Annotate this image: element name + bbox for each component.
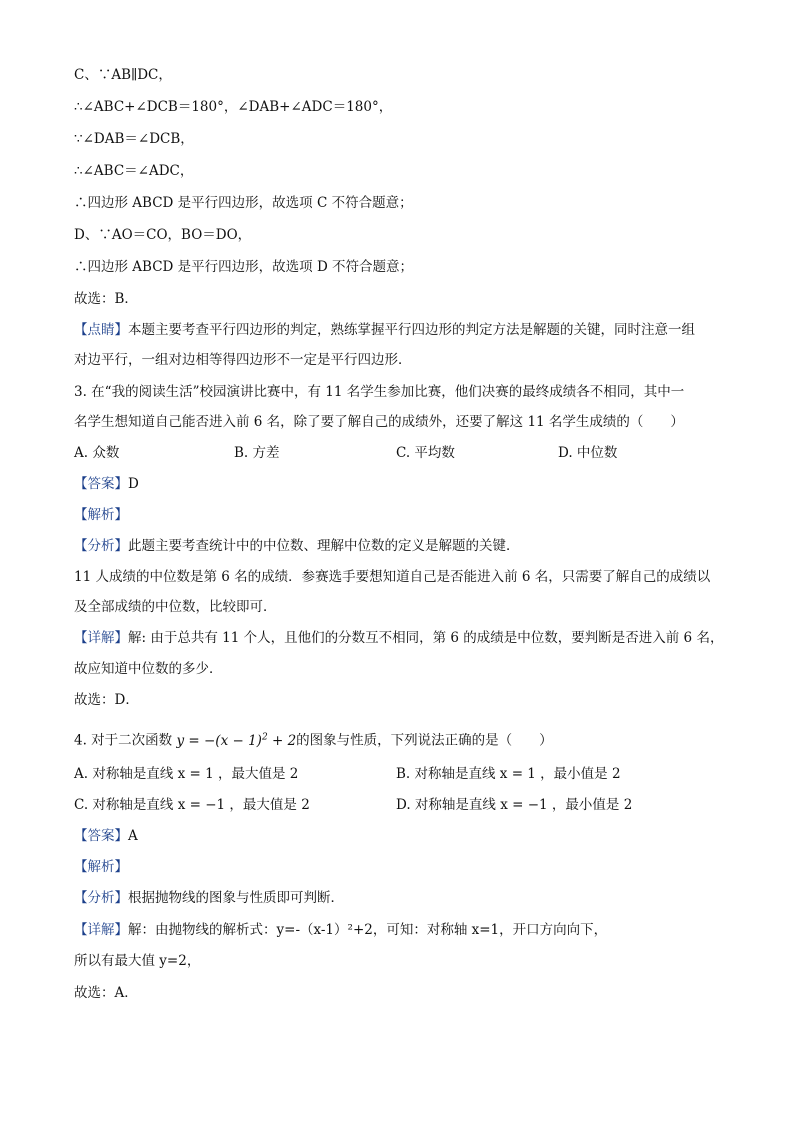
q3-detail-cont: 故应知道中位数的多少． <box>74 661 223 677</box>
q3-explanation-cont: 及全部成绩的中位数，比较即可． <box>74 599 277 615</box>
q4-option-b: B. 对称轴是直线 x = 1 ，最小值是 2 <box>396 766 621 782</box>
proof-line: ∴四边形 ABCD 是平行四边形，故选项 D 不符合题意； <box>74 259 414 275</box>
q4-fenxi <box>74 888 724 908</box>
q4-stem-prefix: 4. 对于二次函数 <box>74 732 173 749</box>
q3-option-a: A. 众数 <box>74 445 120 461</box>
q4-analysis-heading <box>74 857 724 877</box>
q4-option-a: A. 对称轴是直线 x = 1 ，最大值是 2 <box>74 766 299 782</box>
proof-line: ∵∠DAB＝∠DCB， <box>74 131 194 147</box>
review-tag: 【点睛】 <box>74 322 128 338</box>
q3-fenxi <box>74 536 724 556</box>
q3-option-c: C. 平均数 <box>396 445 455 461</box>
q3-detail <box>74 628 724 648</box>
answer-value: A <box>128 828 138 844</box>
proof-line: ∴∠ABC＝∠ADC， <box>74 163 194 179</box>
detail-tag: 【详解】 <box>74 630 128 646</box>
proof-line: ∴四边形 ABCD 是平行四边形，故选项 C 不符合题意； <box>74 195 413 211</box>
q4-answer <box>74 826 724 846</box>
proof-line: ∴∠ABC+∠DCB＝180°，∠DAB+∠ADC＝180°， <box>74 99 393 115</box>
fenxi-tag: 【分析】 <box>74 538 128 554</box>
q4-formula-exponent: 2 <box>261 732 268 742</box>
detail-text: 解：由抛物线的解析式：y=-（x-1）²+2，可知：对称轴 x=1，开口方向向下， <box>128 922 608 938</box>
q3-conclusion: 故选：D． <box>74 692 139 708</box>
review-text: 本题主要考查平行四边形的判定，熟练掌握平行四边形的判定方法是解题的关键，同时注意一组 <box>128 322 695 338</box>
q3-option-b: B. 方差 <box>234 445 280 461</box>
fenxi-text: 根据抛物线的图象与性质即可判断． <box>128 890 344 906</box>
detail-tag: 【详解】 <box>74 922 128 938</box>
q4-detail-cont: 所以有最大值 y=2， <box>74 953 201 969</box>
q4-option-c: C. 对称轴是直线 x = −1 ，最大值是 2 <box>74 797 310 813</box>
q3-answer <box>74 474 724 494</box>
q3-analysis-heading <box>74 505 724 525</box>
q4-conclusion: 故选：A． <box>74 985 138 1001</box>
question-4-stem <box>74 727 724 751</box>
fenxi-tag: 【分析】 <box>74 890 128 906</box>
review-note-cont: 对边平行，一组对边相等得四边形不一定是平行四边形． <box>74 352 412 368</box>
analysis-tag: 【解析】 <box>74 859 128 875</box>
q3-explanation: 11 人成绩的中位数是第 6 名的成绩．参赛选手要想知道自己是否能进入前 6 名，只需要了解自己的成绩以 <box>74 569 711 585</box>
q4-option-d: D. 对称轴是直线 x = −1 ，最小值是 2 <box>396 797 633 813</box>
answer-tag: 【答案】 <box>74 476 128 492</box>
review-note <box>74 320 724 340</box>
detail-text: 解: 由于总共有 11 个人，且他们的分数互不相同，第 6 的成绩是中位数，要判断是否进入前 6 名， <box>128 630 724 646</box>
q4-detail <box>74 920 724 940</box>
fenxi-text: 此题主要考查统计中的中位数、理解中位数的定义是解题的关键． <box>128 538 520 554</box>
proof-line: 故选：B． <box>74 291 138 307</box>
question-3-stem-cont: 名学生想知道自己能否进入前 6 名，除了要了解自己的成绩外，还要了解这 11 名学生成绩的（ ） <box>74 414 684 430</box>
proof-line: C、∵AB∥DC， <box>74 67 172 83</box>
proof-line: D、∵AO＝CO，BO＝DO， <box>74 227 252 243</box>
q4-stem-suffix: 的图象与性质，下列说法正确的是（ ） <box>296 732 553 749</box>
q4-formula: $y = -(x - 1)^2 + 2$ <box>176 732 297 749</box>
question-3-stem: 3. 在“我的阅读生活”校园演讲比赛中，有 11 名学生参加比赛，他们决赛的最终成绩各不相同，其中一 <box>74 384 685 400</box>
analysis-tag: 【解析】 <box>74 507 128 523</box>
answer-value: D <box>128 476 139 492</box>
answer-tag: 【答案】 <box>74 828 128 844</box>
q3-option-d: D. 中位数 <box>558 445 618 461</box>
